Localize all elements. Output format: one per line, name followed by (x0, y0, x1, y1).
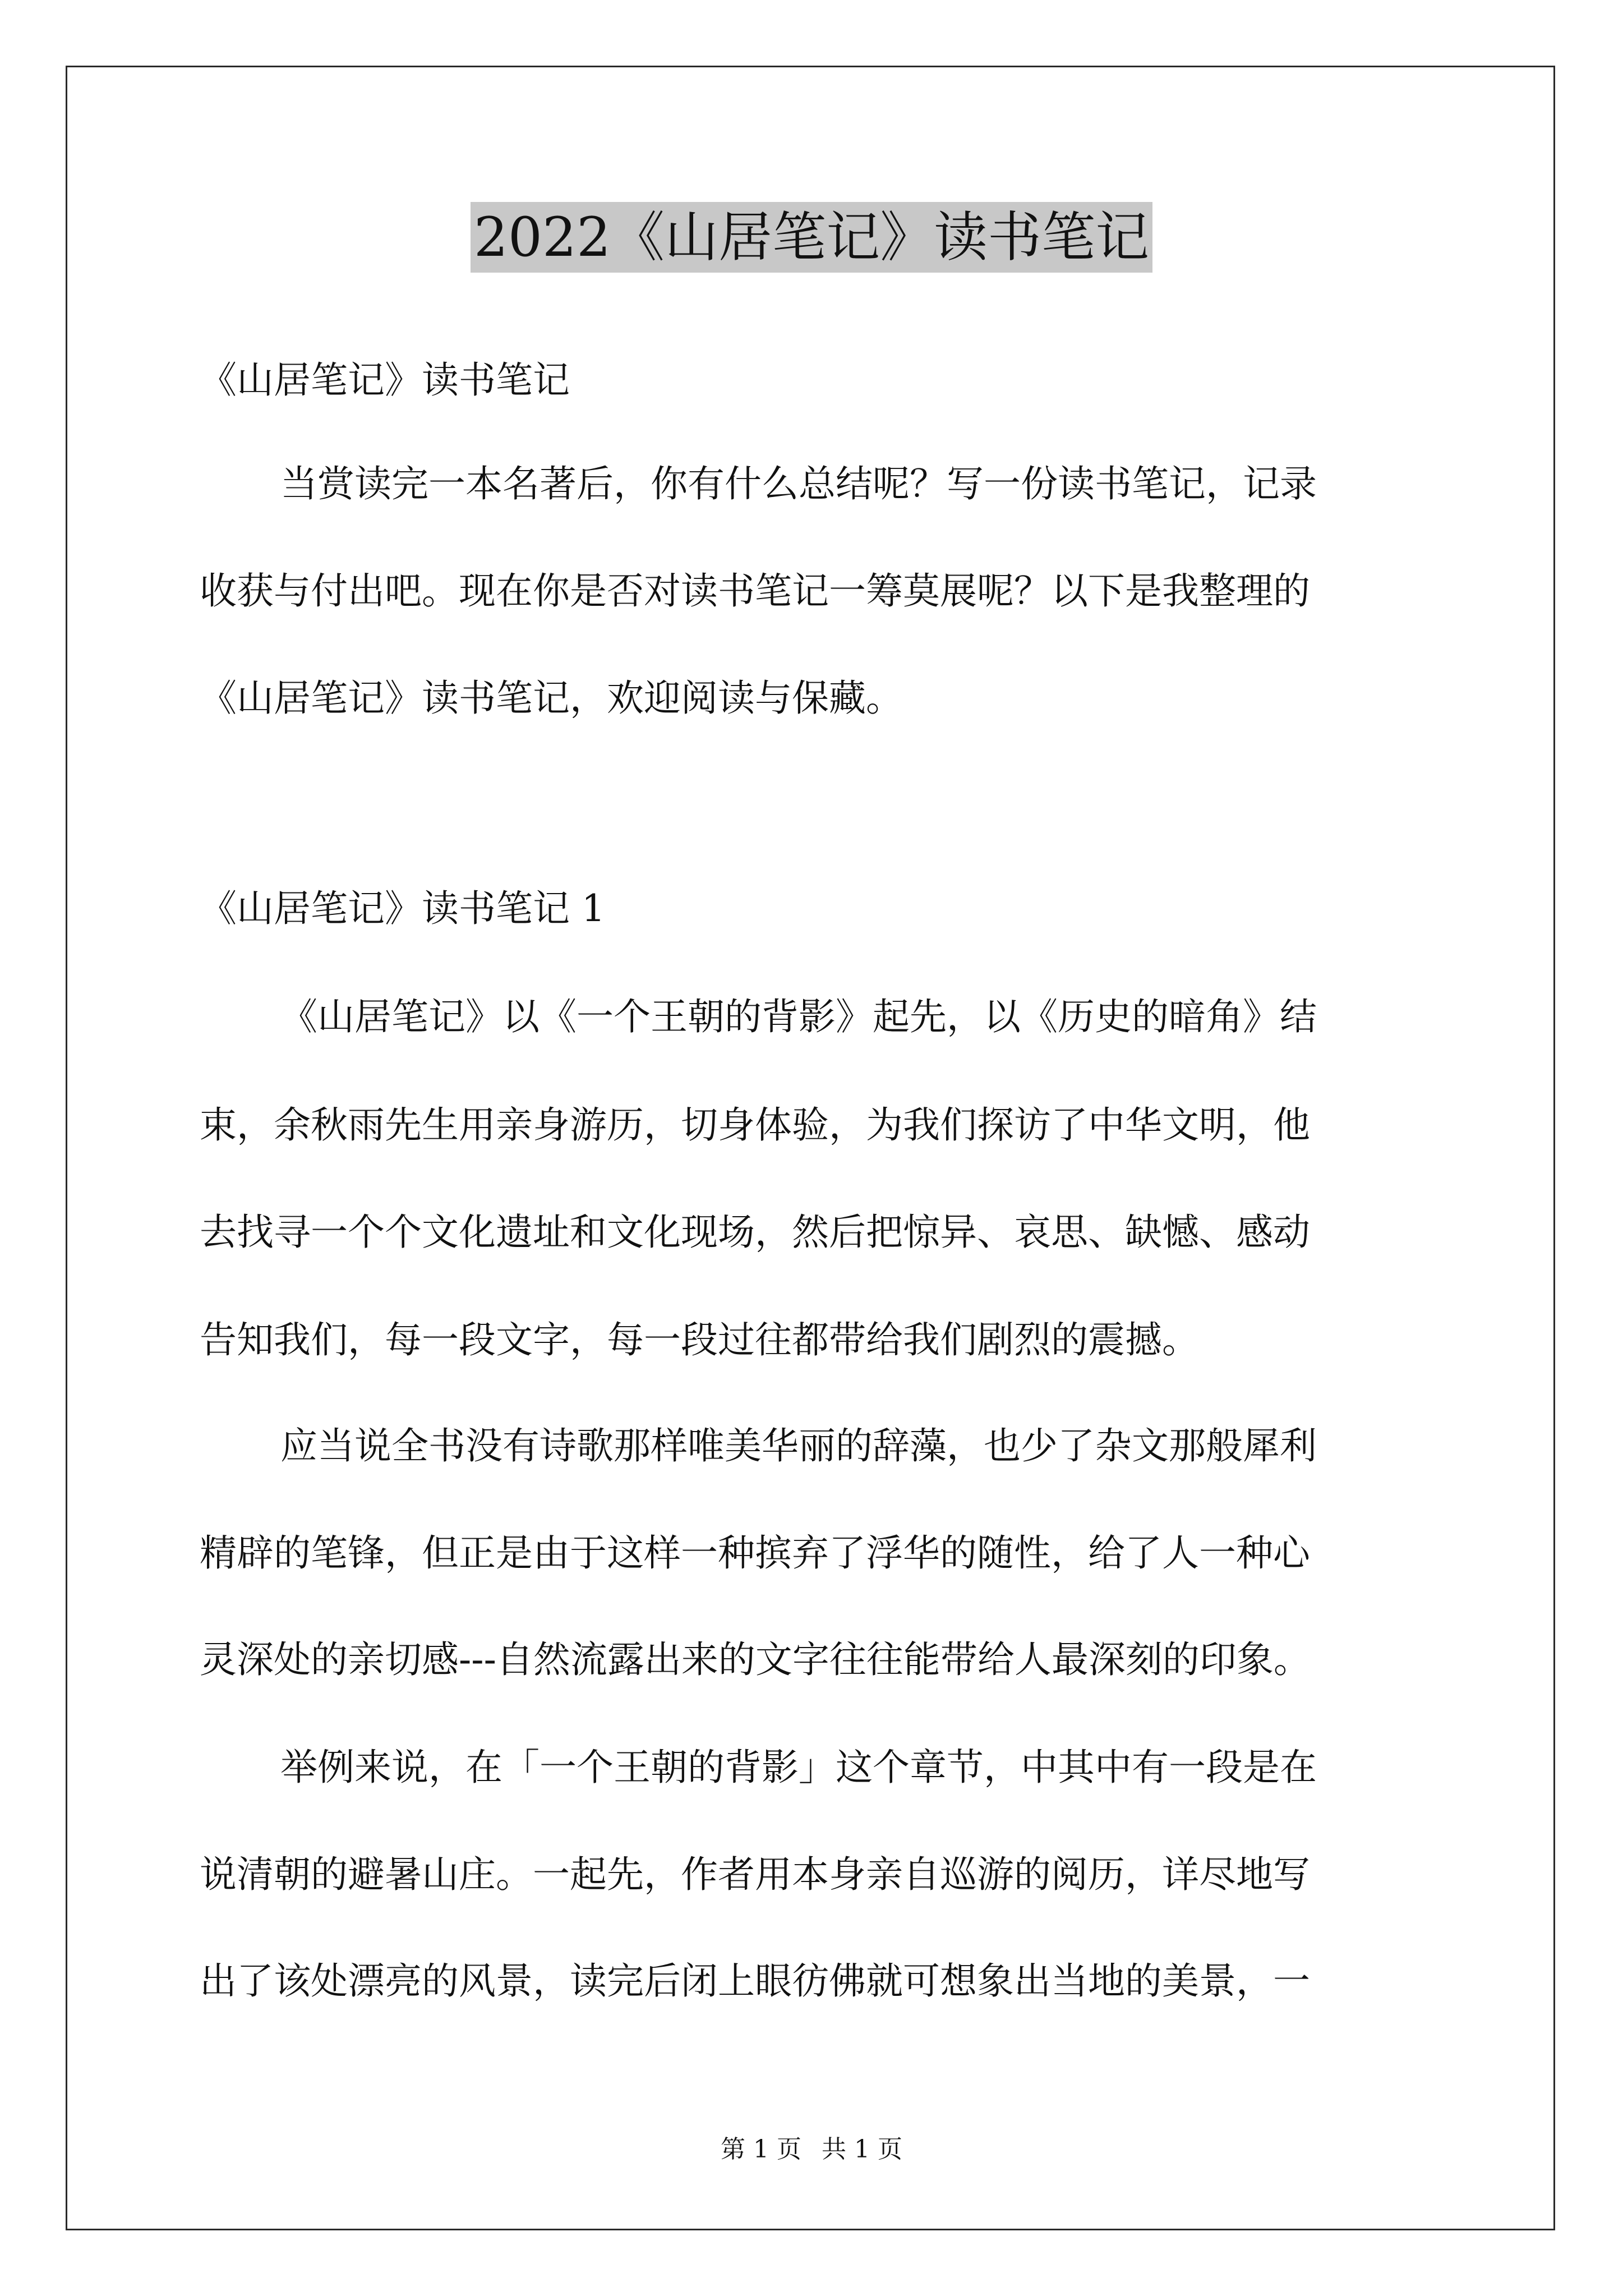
document-title: 2022《山居笔记》读书笔记 (471, 202, 1152, 273)
paragraph-line: 精辟的笔锋，但正是由于这样一种摈弃了浮华的随性，给了人一种心 (200, 1531, 1310, 1575)
page-footer (0, 2129, 1623, 2165)
paragraph-line: 举例来说，在「一个王朝的背影」这个章节，中其中有一段是在 (280, 1746, 1317, 1789)
intro-line: 当赏读完一本名著后，你有什么总结呢？写一份读书笔记，记录 (280, 462, 1317, 505)
paragraph-line: 出了该处漂亮的风景，读完后闭上眼彷佛就可想象出当地的美景，一 (200, 1959, 1310, 2003)
section-heading: 《山居笔记》读书笔记 1 (200, 887, 605, 930)
intro-line: 收获与付出吧。现在你是否对读书笔记一筹莫展呢？以下是我整理的 (200, 569, 1310, 613)
title-container (0, 202, 1623, 273)
document-subtitle: 《山居笔记》读书笔记 (200, 358, 570, 402)
paragraph-line: 束，余秋雨先生用亲身游历，切身体验，为我们探访了中华文明，他 (200, 1103, 1310, 1147)
paragraph-line: 告知我们，每一段文字，每一段过往都带给我们剧烈的震撼。 (200, 1318, 1199, 1361)
paragraph-line: 说清朝的避暑山庄。一起先，作者用本身亲自巡游的阅历，详尽地写 (200, 1853, 1310, 1896)
page-number: 第 1 页 (721, 2135, 801, 2164)
paragraph-line: 《山居笔记》以《一个王朝的背影》起先，以《历史的暗角》结 (280, 995, 1317, 1038)
paragraph-line: 应当说全书没有诗歌那样唯美华丽的辞藻，也少了杂文那般犀利 (280, 1424, 1317, 1467)
paragraph-line: 灵深处的亲切感---自然流露出来的文字往往能带给人最深刻的印象。 (200, 1638, 1311, 1681)
intro-line: 《山居笔记》读书笔记，欢迎阅读与保藏。 (200, 677, 903, 720)
page-total: 共 1 页 (822, 2135, 902, 2164)
paragraph-line: 去找寻一个个文化遗址和文化现场，然后把惊异、哀思、缺憾、感动 (200, 1211, 1310, 1254)
